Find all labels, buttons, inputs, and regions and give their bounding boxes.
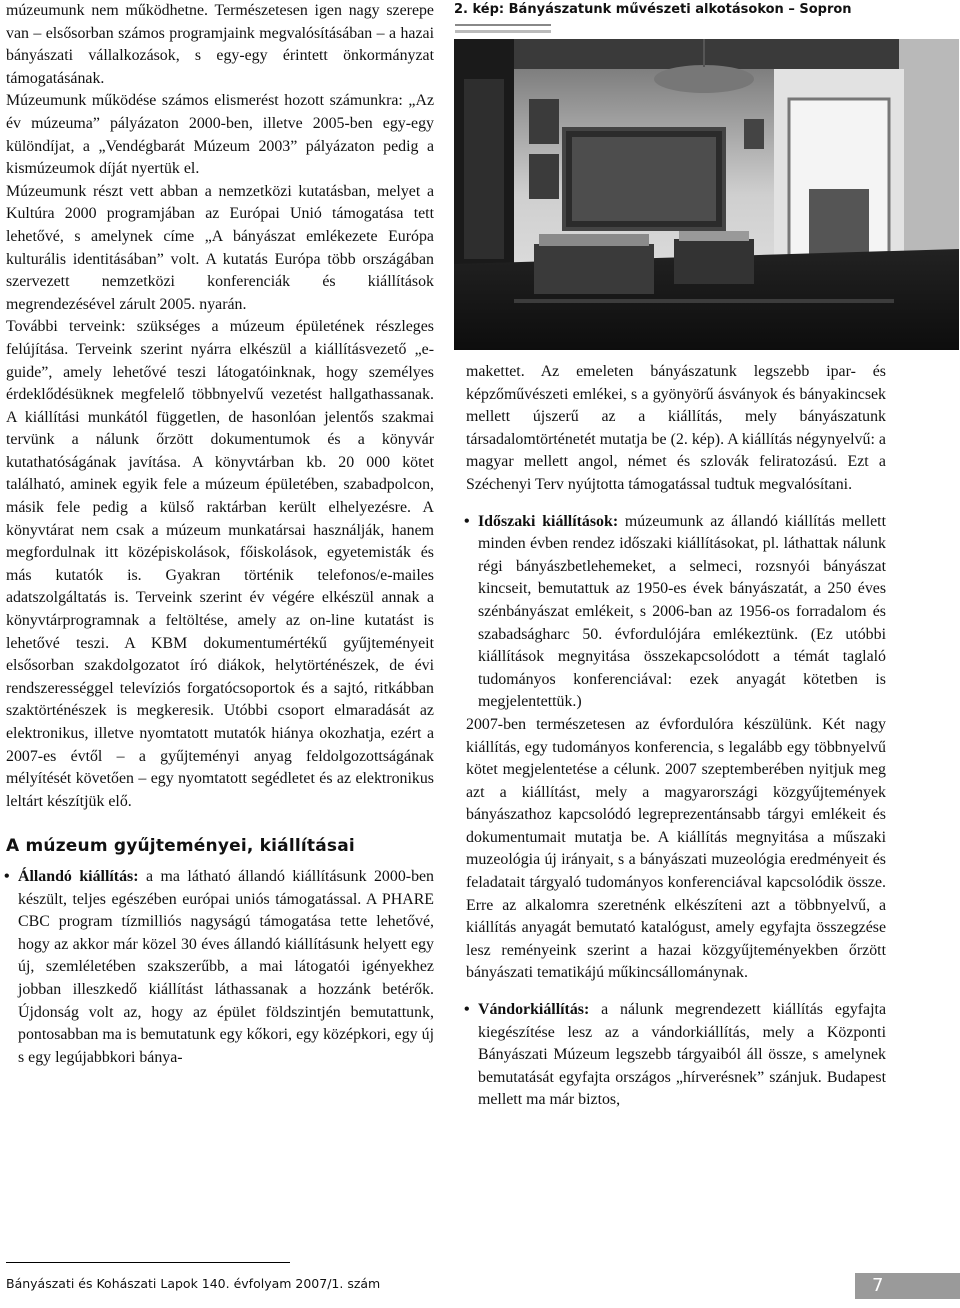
spacer	[466, 985, 886, 999]
bullet-text: a nálunk megrendezett kiállítás egyfajta kiegészítése lesz az a vándorkiállítás, mely a Központi Bányászati Múzeum legszebb tárgyaiból áll össze, s amelynek bemutatását egyfajta országos „hírverésnek” szánjuk. Budapest mellett ma már biztos,	[478, 1001, 886, 1109]
paragraph-upstairs: makettet. Az emeleten bányászatunk legszebb ipar- és képzőművészeti emlékei, s a gyönyörű ásványok és bányakincsek mellett újszerű az a kiállítás, mely bányászatunk társadalomtörténetét mutatja be (2. kép). A kiállítás négynyelvű: a magyar mellett angol, német és szlovák feliratozású. Ezt a Széchenyi Terv nyújtotta támogatással tudtuk megvalósítani.	[466, 363, 886, 493]
caption-rule	[455, 24, 551, 26]
page-number-bar	[855, 1273, 960, 1299]
paragraph-plans: További terveink: szükséges a múzeum épületének részleges felújítása. Terveink szerint nyárra elkészül a kiállításvezető „e-guide”, amely lehetővé teszi látogatóinknak, hogy személyes érdeklődésüknek megfelelő többnyelvű vezetést hallgathassanak. A kiállítási munkától független, de hasonlóan jelentős szakmai tervünk a nálunk őrzött dokumentumok és a könyvár kutathatóságának javítása. A könyvtárban kb. 20 000 kötet található, aminek egyik fele a múzeum épületében, szabadpolcon, másik fele pedig a külső raktárban került elhelyezésre. A könyvtárat nem csak a múzeum munkatársai használják, hanem megfordulnak itt középiskolások, főiskolások, egyetemisták és más kutatók is. Gyakran történik telefonos/e-mailes adatszolgáltatás is. Terveink szerint év végére elkészül annak a könyvtárprogramnak a feltöltése, amely az on-line kutatást is lehetővé teszi. A KBM dokumentumértékű gyűjteményeit elsősorban szakdolgozatot író diákok, helytörténészek, de évi rendszerességgel televíziós forgatócsoportok és a sajtó, ritkábban szaktörténészek is megkeresik. Utóbbi csoport elmaradását az elektronikus, illetve nyomtatott mutatók hiánya okozhatja, ezért a 2007-es évtől – a gyűjteményi anyag feldolgozottságának mélyítését követően – egy nyomtatott segédletet és az elektronikus leltárt készítjük elő.	[6, 318, 434, 810]
footer-rule	[6, 1262, 290, 1263]
spacer	[466, 497, 886, 511]
paragraph-2007: 2007-ben természetesen az évfordulóra készülünk. Két nagy kiállítás, egy tudományos konferencia, s legalább egy többnyelvű kötet megjelentetése a célunk. 2007 szeptemberében nyitjuk meg azt a kiállítást, mely a magyarországi közgyűjtemények bányászathoz kapcsolódó legreprezentánsabb tárgyi emlékeit és dokumentumait mutatja be. A kiállítás megnyitása a műszaki muzeológia új irányait, s a bányászati muzeológia eredményeit és feladatait tárgyaló tudományos konferenciával kapcsolódik össze. Erre az alkalomra szeretnénk elkészíteni azt a többnyelvű, a kiállítás anyagát bemutató katalógust, amely egyfajta összegzése lesz reményeink szerint a hazai közgyűjteményekben őrzött bányászati tematikájú műkincsállománynak.	[466, 715, 886, 982]
bullet-temporary-exhibitions	[466, 511, 886, 714]
bullet-dot: •	[464, 512, 470, 530]
bullet-dot: •	[464, 1001, 470, 1019]
bullet-lead: Állandó kiállítás:	[18, 867, 139, 885]
journal-footer: Bányászati és Kohászati Lapok 140. évfolyam 2007/1. szám	[6, 1276, 381, 1291]
paragraph-awards: Múzeumunk működése számos elismerést hozott számunkra: „Az év múzeuma” pályázaton 2000-ben, illetve 2005-ben egy-egy különdíjat, a „Vendégbarát Múzeum 2003” pályázaton pedig a kismúzeumok díját nyertük el.	[6, 92, 434, 178]
exhibition-photo	[454, 39, 959, 350]
bullet-lead: Időszaki kiállítások:	[478, 512, 619, 530]
paragraph-research: Múzeumunk részt vett abban a nemzetközi kutatásban, melyet a Kultúra 2000 programjában az Európai Unió támogatása tett lehetővé, s amelynek címe „A bányászat emlékezete Európa kulturális identitásában” volt. A kutatás Európa több országában szervezett nemzetközi konferenciák és kiállítások megrendezésével zárult 2005. nyarán.	[6, 182, 434, 313]
bullet-travelling-exhibition	[466, 999, 886, 1112]
paragraph-intro: múzeumunk nem működhetne. Természetesen igen nagy szerepe van – elsősorban számos programjaink megvalósításában – a hazai bányászati vállalkozások, s egy-egy érintett önkormányzat támogatásának.	[6, 2, 434, 87]
page-number: 7	[872, 1275, 884, 1296]
bullet-dot: •	[4, 867, 10, 885]
left-column	[6, 0, 434, 1069]
section-title: A múzeum gyűjteményei, kiállításai	[6, 836, 355, 857]
bullet-permanent-exhibition	[6, 866, 434, 1069]
bullet-text: a ma látható állandó kiállításunk 2000-ben készült, teljes egészében európai uniós támogatással. A PHARE CBC program tízmilliós nagyságú támogatása tette lehetővé, hogy az akkor már közel 30 éves állandó kiállításunk helyett egy új, szemléletében szakszerűbb, a mai látogatói igényekhez jobban illeszkedő kiállítást láthassanak a hozzánk betérők. Újdonság volt az, hogy az épület földszintjén bemutattunk, pontosabban ma is bemutatunk egy kőkori, egy középkori, egy új s egy legújabbkori bánya-	[18, 867, 435, 1066]
caption-rule-secondary	[455, 30, 551, 33]
exhibition-hall-image	[454, 39, 959, 350]
right-column	[466, 361, 886, 1112]
photo-caption: 2. kép: Bányászatunk művészeti alkotásokon – Sopron	[454, 2, 852, 17]
bullet-text: múzeumunk az állandó kiállítás mellett minden évben rendez időszaki kiállításokat, pl. láthattak nálunk régi bányászbetlehemeket, a selmeci, rozsnyói bányászat kincseit, bemutattuk az 1950-es évek bányászatát, a 250 éves szénbányászat emlékeit, s 2006-ban az 1956-os forradalom és szabadságharc 50. évfordulójára emlékeztünk. (Ez utóbbi kiállítások megnyitása összekapcsolódott a témát taglaló tudományos konferenciával: ezek anyagát kötetben is megjelentettük.)	[478, 512, 886, 711]
bullet-lead: Vándorkiállítás:	[478, 1001, 590, 1019]
